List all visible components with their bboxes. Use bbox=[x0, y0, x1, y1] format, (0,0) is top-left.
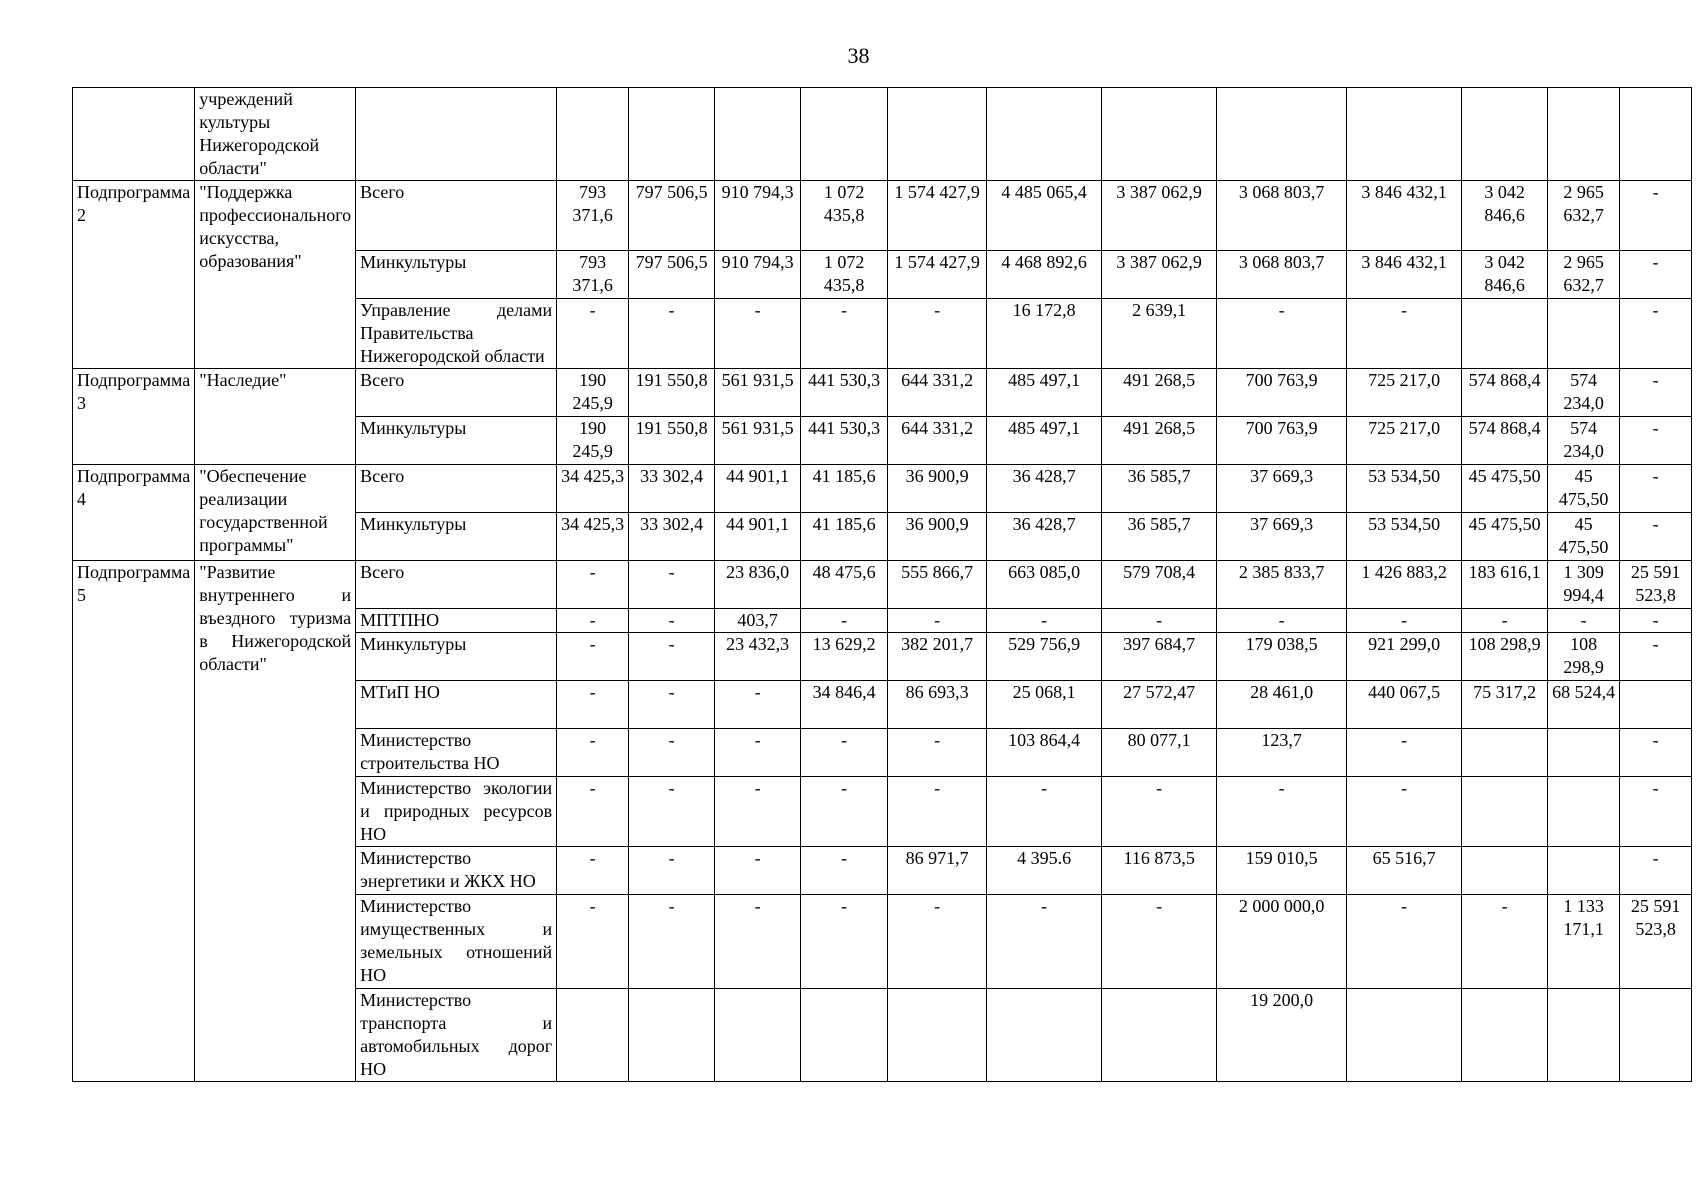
executor-cell: Минкультуры bbox=[356, 513, 557, 561]
value-cell: 36 428,7 bbox=[987, 465, 1102, 513]
value-cell: 37 669,3 bbox=[1217, 513, 1347, 561]
value-cell: 44 901,1 bbox=[715, 513, 801, 561]
value-cell: 183 616,1 bbox=[1462, 561, 1548, 609]
value-cell: - bbox=[1620, 633, 1692, 681]
value-cell: 75 317,2 bbox=[1462, 681, 1548, 729]
value-cell: - bbox=[629, 895, 715, 989]
value-cell: 33 302,4 bbox=[629, 465, 715, 513]
value-cell: 36 900,9 bbox=[888, 465, 987, 513]
value-cell: 3 042 846,6 bbox=[1462, 181, 1548, 251]
value-cell: 34 425,3 bbox=[557, 513, 629, 561]
value-cell: 25 068,1 bbox=[987, 681, 1102, 729]
executor-cell: Всего bbox=[356, 561, 557, 609]
value-cell: 33 302,4 bbox=[629, 513, 715, 561]
value-cell: 663 085,0 bbox=[987, 561, 1102, 609]
value-cell: 491 268,5 bbox=[1102, 417, 1217, 465]
table-row bbox=[73, 369, 1692, 417]
value-cell: - bbox=[987, 609, 1102, 633]
value-cell: 123,7 bbox=[1217, 729, 1347, 777]
value-cell: 108 298,9 bbox=[1462, 633, 1548, 681]
value-cell: 159 010,5 bbox=[1217, 847, 1347, 895]
value-cell: 41 185,6 bbox=[801, 465, 888, 513]
value-cell: 108 298,9 bbox=[1548, 633, 1620, 681]
value-cell bbox=[1548, 989, 1620, 1082]
value-cell: - bbox=[557, 609, 629, 633]
value-cell: - bbox=[629, 633, 715, 681]
value-cell bbox=[1102, 88, 1217, 181]
value-cell: 191 550,8 bbox=[629, 417, 715, 465]
value-cell: - bbox=[629, 561, 715, 609]
value-cell: - bbox=[1217, 777, 1347, 847]
value-cell: - bbox=[715, 729, 801, 777]
value-cell: 191 550,8 bbox=[629, 369, 715, 417]
value-cell: - bbox=[1620, 299, 1692, 369]
value-cell: - bbox=[715, 681, 801, 729]
value-cell: - bbox=[1620, 369, 1692, 417]
executor-cell: Всего bbox=[356, 181, 557, 251]
value-cell bbox=[1462, 88, 1548, 181]
value-cell: 190 245,9 bbox=[557, 417, 629, 465]
value-cell: - bbox=[715, 895, 801, 989]
value-cell: - bbox=[987, 895, 1102, 989]
table-row bbox=[73, 561, 1692, 609]
executor-cell: Министерство энергетики и ЖКХ НО bbox=[356, 847, 557, 895]
program-name-cell: учреждений культуры Нижегородской области" bbox=[195, 88, 356, 181]
value-cell bbox=[557, 989, 629, 1082]
value-cell: 36 585,7 bbox=[1102, 465, 1217, 513]
executor-cell: Министерство имущественных и земельных отношений НО bbox=[356, 895, 557, 989]
executor-cell: Министерство транспорта и автомобильных дорог НО bbox=[356, 989, 557, 1082]
value-cell: 1 072 435,8 bbox=[801, 181, 888, 251]
value-cell: - bbox=[1620, 729, 1692, 777]
value-cell: 28 461,0 bbox=[1217, 681, 1347, 729]
value-cell: 3 042 846,6 bbox=[1462, 251, 1548, 299]
value-cell: - bbox=[987, 777, 1102, 847]
value-cell: 725 217,0 bbox=[1347, 369, 1462, 417]
program-name-cell: "Обеспечение реализации государственной программы" bbox=[195, 465, 356, 561]
value-cell bbox=[715, 88, 801, 181]
value-cell: 793 371,6 bbox=[557, 251, 629, 299]
value-cell: 382 201,7 bbox=[888, 633, 987, 681]
value-cell: 441 530,3 bbox=[801, 369, 888, 417]
value-cell: - bbox=[801, 777, 888, 847]
value-cell: 700 763,9 bbox=[1217, 369, 1347, 417]
value-cell bbox=[1217, 88, 1347, 181]
value-cell: 3 068 803,7 bbox=[1217, 251, 1347, 299]
value-cell bbox=[888, 989, 987, 1082]
value-cell bbox=[629, 88, 715, 181]
value-cell: 1 072 435,8 bbox=[801, 251, 888, 299]
value-cell: - bbox=[715, 847, 801, 895]
value-cell: - bbox=[1102, 895, 1217, 989]
value-cell: - bbox=[629, 729, 715, 777]
value-cell bbox=[1548, 729, 1620, 777]
value-cell: - bbox=[1347, 299, 1462, 369]
value-cell: 1 133 171,1 bbox=[1548, 895, 1620, 989]
value-cell bbox=[557, 88, 629, 181]
subprogram-cell: Подпрограмма 3 bbox=[73, 369, 195, 465]
value-cell bbox=[715, 989, 801, 1082]
value-cell: - bbox=[1462, 609, 1548, 633]
value-cell: 529 756,9 bbox=[987, 633, 1102, 681]
value-cell: - bbox=[1620, 513, 1692, 561]
value-cell bbox=[1548, 847, 1620, 895]
value-cell bbox=[1462, 777, 1548, 847]
value-cell: 579 708,4 bbox=[1102, 561, 1217, 609]
value-cell: - bbox=[629, 609, 715, 633]
value-cell: - bbox=[1102, 609, 1217, 633]
value-cell: 19 200,0 bbox=[1217, 989, 1347, 1082]
value-cell: 574 234,0 bbox=[1548, 417, 1620, 465]
subprogram-cell: Подпрограмма 4 bbox=[73, 465, 195, 561]
value-cell: 574 868,4 bbox=[1462, 369, 1548, 417]
value-cell: 397 684,7 bbox=[1102, 633, 1217, 681]
value-cell: - bbox=[1462, 895, 1548, 989]
value-cell: 16 172,8 bbox=[987, 299, 1102, 369]
value-cell: 3 846 432,1 bbox=[1347, 181, 1462, 251]
value-cell bbox=[987, 88, 1102, 181]
subprogram-cell: Подпрограмма 5 bbox=[73, 561, 195, 1082]
value-cell: 41 185,6 bbox=[801, 513, 888, 561]
budget-table bbox=[72, 87, 1692, 1082]
value-cell: 34 846,4 bbox=[801, 681, 888, 729]
value-cell: - bbox=[1217, 299, 1347, 369]
executor-cell: Всего bbox=[356, 369, 557, 417]
value-cell: - bbox=[801, 609, 888, 633]
value-cell: 1 574 427,9 bbox=[888, 251, 987, 299]
executor-cell: Минкультуры bbox=[356, 633, 557, 681]
value-cell: 86 693,3 bbox=[888, 681, 987, 729]
value-cell: - bbox=[1347, 895, 1462, 989]
value-cell: 36 428,7 bbox=[987, 513, 1102, 561]
value-cell: 86 971,7 bbox=[888, 847, 987, 895]
value-cell: - bbox=[629, 681, 715, 729]
value-cell: 403,7 bbox=[715, 609, 801, 633]
value-cell: 485 497,1 bbox=[987, 417, 1102, 465]
value-cell: - bbox=[557, 633, 629, 681]
executor-cell: Минкультуры bbox=[356, 251, 557, 299]
value-cell: - bbox=[1217, 609, 1347, 633]
executor-cell: Министерство строительства НО bbox=[356, 729, 557, 777]
value-cell: 2 965 632,7 bbox=[1548, 181, 1620, 251]
value-cell: - bbox=[888, 729, 987, 777]
value-cell bbox=[801, 88, 888, 181]
value-cell: - bbox=[888, 777, 987, 847]
value-cell: 4 468 892,6 bbox=[987, 251, 1102, 299]
executor-cell: МПТПНО bbox=[356, 609, 557, 633]
value-cell: 574 868,4 bbox=[1462, 417, 1548, 465]
value-cell: - bbox=[629, 299, 715, 369]
value-cell: 36 585,7 bbox=[1102, 513, 1217, 561]
value-cell: 797 506,5 bbox=[629, 181, 715, 251]
value-cell: 45 475,50 bbox=[1548, 513, 1620, 561]
program-name-cell: "Наследие" bbox=[195, 369, 356, 465]
value-cell: 561 931,5 bbox=[715, 417, 801, 465]
value-cell: - bbox=[557, 729, 629, 777]
value-cell: 3 387 062,9 bbox=[1102, 181, 1217, 251]
value-cell: - bbox=[801, 847, 888, 895]
value-cell: 2 639,1 bbox=[1102, 299, 1217, 369]
value-cell: 485 497,1 bbox=[987, 369, 1102, 417]
value-cell: 2 965 632,7 bbox=[1548, 251, 1620, 299]
value-cell: 190 245,9 bbox=[557, 369, 629, 417]
value-cell: 53 534,50 bbox=[1347, 513, 1462, 561]
value-cell bbox=[1347, 989, 1462, 1082]
value-cell bbox=[1462, 729, 1548, 777]
value-cell: - bbox=[801, 729, 888, 777]
value-cell: - bbox=[801, 299, 888, 369]
value-cell bbox=[1102, 989, 1217, 1082]
value-cell: 116 873,5 bbox=[1102, 847, 1217, 895]
value-cell: - bbox=[1620, 251, 1692, 299]
value-cell: 44 901,1 bbox=[715, 465, 801, 513]
value-cell: 48 475,6 bbox=[801, 561, 888, 609]
value-cell: 644 331,2 bbox=[888, 369, 987, 417]
value-cell: 910 794,3 bbox=[715, 251, 801, 299]
value-cell: 491 268,5 bbox=[1102, 369, 1217, 417]
continuation-row bbox=[73, 88, 1692, 181]
value-cell: 440 067,5 bbox=[1347, 681, 1462, 729]
value-cell: 555 866,7 bbox=[888, 561, 987, 609]
table-row bbox=[73, 181, 1692, 251]
value-cell: 23 836,0 bbox=[715, 561, 801, 609]
value-cell: 34 425,3 bbox=[557, 465, 629, 513]
value-cell: 2 000 000,0 bbox=[1217, 895, 1347, 989]
value-cell: - bbox=[1620, 181, 1692, 251]
page-number: 38 bbox=[847, 43, 870, 68]
value-cell bbox=[888, 88, 987, 181]
value-cell: 4 395.6 bbox=[987, 847, 1102, 895]
value-cell: - bbox=[557, 561, 629, 609]
value-cell bbox=[356, 88, 557, 181]
table-row bbox=[73, 465, 1692, 513]
value-cell bbox=[1620, 681, 1692, 729]
value-cell: 36 900,9 bbox=[888, 513, 987, 561]
value-cell: 797 506,5 bbox=[629, 251, 715, 299]
value-cell bbox=[1462, 847, 1548, 895]
program-name-cell: "Развитие внутреннего и въездного туризма в Нижегородской области" bbox=[195, 561, 356, 1082]
value-cell: - bbox=[1620, 465, 1692, 513]
executor-cell: Управление делами Правительства Нижегородской области bbox=[356, 299, 557, 369]
executor-cell: Министерство экологии и природных ресурсов НО bbox=[356, 777, 557, 847]
value-cell: 561 931,5 bbox=[715, 369, 801, 417]
value-cell: 644 331,2 bbox=[888, 417, 987, 465]
value-cell: 25 591 523,8 bbox=[1620, 895, 1692, 989]
value-cell: 45 475,50 bbox=[1462, 465, 1548, 513]
value-cell: 37 669,3 bbox=[1217, 465, 1347, 513]
value-cell: 574 234,0 bbox=[1548, 369, 1620, 417]
value-cell: - bbox=[1347, 777, 1462, 847]
value-cell: - bbox=[1620, 777, 1692, 847]
value-cell: - bbox=[715, 299, 801, 369]
value-cell bbox=[987, 989, 1102, 1082]
value-cell bbox=[1548, 299, 1620, 369]
value-cell: 23 432,3 bbox=[715, 633, 801, 681]
value-cell: 3 068 803,7 bbox=[1217, 181, 1347, 251]
executor-cell: МТиП НО bbox=[356, 681, 557, 729]
value-cell: - bbox=[801, 895, 888, 989]
value-cell: - bbox=[1347, 609, 1462, 633]
subprogram-cell bbox=[73, 88, 195, 181]
value-cell bbox=[1462, 989, 1548, 1082]
value-cell: 65 516,7 bbox=[1347, 847, 1462, 895]
value-cell: 793 371,6 bbox=[557, 181, 629, 251]
value-cell bbox=[1462, 299, 1548, 369]
value-cell: 68 524,4 bbox=[1548, 681, 1620, 729]
value-cell: - bbox=[1548, 609, 1620, 633]
value-cell: 910 794,3 bbox=[715, 181, 801, 251]
value-cell: - bbox=[888, 299, 987, 369]
value-cell: 1 426 883,2 bbox=[1347, 561, 1462, 609]
value-cell: - bbox=[629, 777, 715, 847]
subprogram-cell: Подпрограмма 2 bbox=[73, 181, 195, 369]
value-cell: 1 309 994,4 bbox=[1548, 561, 1620, 609]
value-cell: 4 485 065,4 bbox=[987, 181, 1102, 251]
value-cell: - bbox=[888, 609, 987, 633]
value-cell: 3 387 062,9 bbox=[1102, 251, 1217, 299]
value-cell bbox=[1548, 88, 1620, 181]
program-name-cell: "Поддержка профессионального искусства, образования" bbox=[195, 181, 356, 369]
value-cell: - bbox=[557, 299, 629, 369]
value-cell bbox=[1347, 88, 1462, 181]
value-cell: - bbox=[557, 777, 629, 847]
value-cell: - bbox=[629, 847, 715, 895]
value-cell: - bbox=[1347, 729, 1462, 777]
value-cell: 441 530,3 bbox=[801, 417, 888, 465]
value-cell: - bbox=[557, 847, 629, 895]
value-cell: - bbox=[715, 777, 801, 847]
value-cell: 45 475,50 bbox=[1548, 465, 1620, 513]
value-cell: - bbox=[1620, 847, 1692, 895]
value-cell: - bbox=[888, 895, 987, 989]
value-cell: 53 534,50 bbox=[1347, 465, 1462, 513]
value-cell: - bbox=[1620, 417, 1692, 465]
value-cell: 13 629,2 bbox=[801, 633, 888, 681]
value-cell: 25 591 523,8 bbox=[1620, 561, 1692, 609]
executor-cell: Минкультуры bbox=[356, 417, 557, 465]
value-cell: 2 385 833,7 bbox=[1217, 561, 1347, 609]
value-cell: 700 763,9 bbox=[1217, 417, 1347, 465]
value-cell: 27 572,47 bbox=[1102, 681, 1217, 729]
value-cell: - bbox=[557, 895, 629, 989]
value-cell: 45 475,50 bbox=[1462, 513, 1548, 561]
value-cell: 1 574 427,9 bbox=[888, 181, 987, 251]
value-cell: - bbox=[1102, 777, 1217, 847]
value-cell: 179 038,5 bbox=[1217, 633, 1347, 681]
value-cell bbox=[629, 989, 715, 1082]
value-cell bbox=[1620, 88, 1692, 181]
value-cell: 103 864,4 bbox=[987, 729, 1102, 777]
value-cell bbox=[1548, 777, 1620, 847]
value-cell: 3 846 432,1 bbox=[1347, 251, 1462, 299]
value-cell: 725 217,0 bbox=[1347, 417, 1462, 465]
value-cell: - bbox=[1620, 609, 1692, 633]
value-cell bbox=[1620, 989, 1692, 1082]
value-cell: 921 299,0 bbox=[1347, 633, 1462, 681]
value-cell bbox=[801, 989, 888, 1082]
value-cell: - bbox=[557, 681, 629, 729]
executor-cell: Всего bbox=[356, 465, 557, 513]
value-cell: 80 077,1 bbox=[1102, 729, 1217, 777]
